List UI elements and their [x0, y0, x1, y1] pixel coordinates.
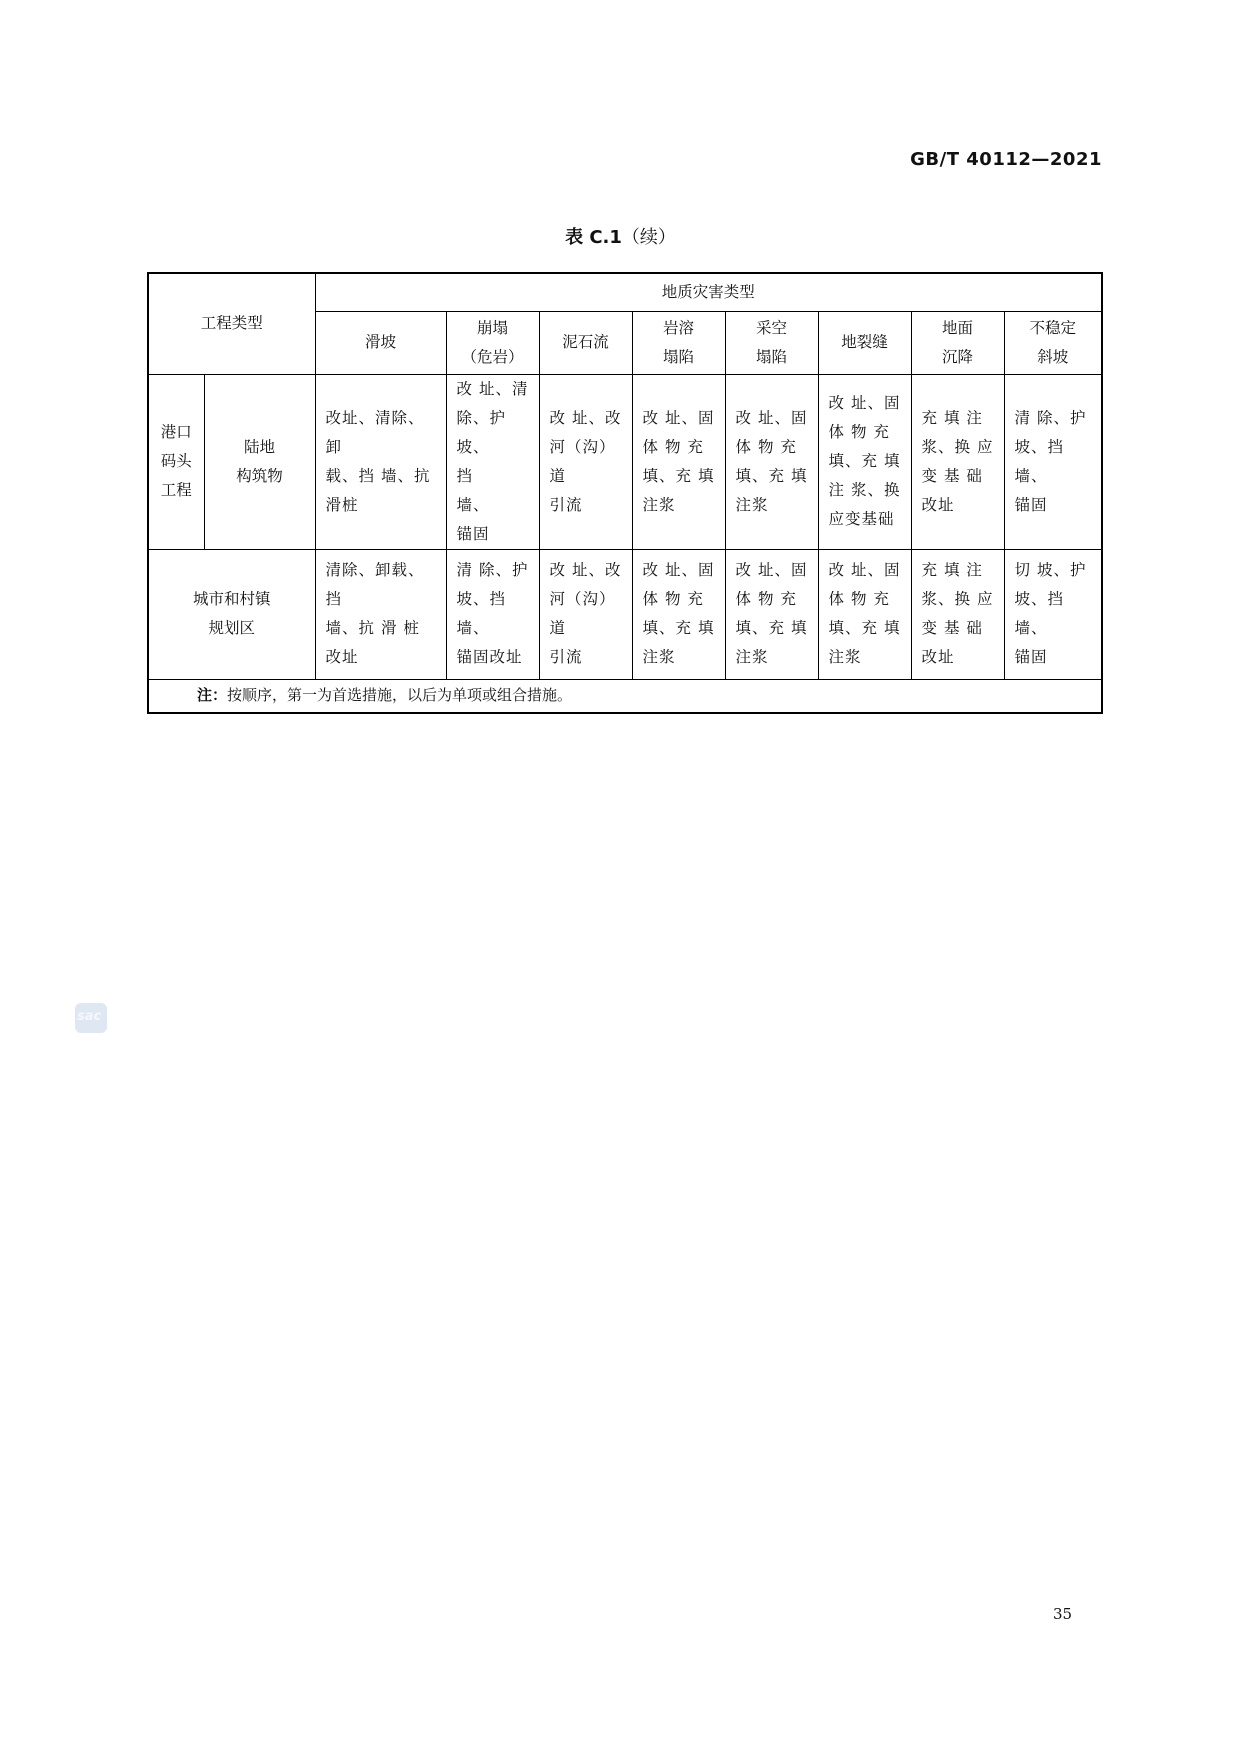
table-title-prefix: 表 C.1 — [565, 227, 622, 248]
table-cell — [1004, 549, 1102, 679]
cell-line: 改 址、固 — [642, 561, 715, 579]
engineering-type-header-label: 工程类型 — [200, 314, 263, 333]
cell-line: 体 物 充 — [642, 437, 704, 456]
hazard-column-header — [539, 311, 632, 374]
table-cell — [446, 374, 539, 549]
cell-line: 清 除、护 — [456, 561, 529, 579]
table-cell — [725, 549, 818, 679]
cell-line: 城市和村镇 — [193, 590, 271, 608]
cell-line: 构筑物 — [236, 466, 283, 485]
cell-line: 注浆 — [642, 495, 676, 514]
cell-line: 应变基础 — [828, 510, 895, 528]
cell-line: 锚固 — [1014, 648, 1048, 666]
hazard-column-header — [1004, 311, 1102, 374]
hazard-column-header — [725, 311, 818, 374]
cell-line: 地面 — [942, 318, 974, 337]
cell-line: 引流 — [549, 495, 583, 514]
cell-line: 切 坡、护 — [1014, 561, 1087, 579]
table-cell — [1004, 374, 1102, 549]
cell-line: 填、充 填 — [642, 466, 715, 485]
cell-line: 墙、抗 滑 桩 — [325, 619, 420, 637]
cell-line: 改址 — [921, 495, 955, 514]
table-row — [148, 374, 1102, 549]
cell-line: 锚固 — [456, 524, 490, 543]
cell-line: 不稳定 — [1029, 318, 1077, 337]
cell-line: 填、充 填 — [828, 452, 901, 470]
cell-line: 填、充 填 — [735, 466, 808, 485]
hazard-column-header — [818, 311, 911, 374]
cell-line: 清除、卸载、挡 — [325, 561, 425, 608]
engineering-type-header — [148, 273, 315, 374]
cell-line: 充 填 注 — [921, 408, 983, 427]
table-note — [148, 679, 1102, 713]
sac-watermark-text: sac — [77, 1009, 102, 1024]
cell-line: 填、充 填 — [642, 619, 715, 637]
cell-line: 改 址、固 — [735, 561, 808, 579]
table-title — [0, 223, 1241, 249]
note-text: 按顺序，第一为首选措施，以后为单项或组合措施。 — [227, 686, 573, 705]
cell-line: 充 填 注 — [921, 561, 983, 579]
hazard-column-header — [632, 311, 725, 374]
cell-line: 改 址、清 — [456, 379, 529, 398]
cell-line: 泥石流 — [562, 333, 609, 351]
cell-line: 浆、换 应 — [921, 437, 994, 456]
cell-line: 注浆 — [828, 648, 862, 666]
cell-line: 崩塌 — [477, 318, 509, 337]
cell-line: 陆地 — [244, 437, 276, 456]
table-cell — [911, 374, 1004, 549]
hazard-column-header — [446, 311, 539, 374]
sac-watermark-logo — [75, 1003, 107, 1033]
cell-line: 改 址、改 — [549, 408, 622, 427]
cell-line: 采空 — [756, 318, 788, 337]
cell-line: 坡、挡 墙、 — [1014, 437, 1065, 485]
hazard-column-header — [315, 311, 446, 374]
cell-line: 坡、挡墙、 — [456, 590, 507, 637]
table-cell — [632, 549, 725, 679]
page-number: 35 — [1053, 1605, 1073, 1623]
cell-line: 改址 — [325, 648, 359, 666]
cell-line: 改 址、固 — [828, 561, 901, 579]
table-cell — [315, 549, 446, 679]
cell-line: 填、充 填 — [828, 619, 901, 637]
table-cell — [911, 549, 1004, 679]
cell-line: 引流 — [549, 648, 583, 666]
cell-line: 体 物 充 — [642, 590, 704, 608]
cell-line: 注浆 — [642, 648, 676, 666]
cell-line: 除、护坡、 — [456, 408, 507, 456]
cell-line: 地裂缝 — [841, 333, 888, 351]
table-cell — [632, 374, 725, 549]
cell-line: 改址 — [921, 648, 955, 666]
table-cell — [446, 549, 539, 679]
table-cell — [725, 374, 818, 549]
note-label: 注： — [197, 686, 228, 705]
table-row — [148, 549, 1102, 679]
cell-line: 载、挡 墙、抗 — [325, 466, 431, 485]
cell-line: 锚固 — [1014, 495, 1048, 514]
cell-line: 岩溶 — [663, 318, 695, 337]
row-subgroup-header — [204, 374, 315, 549]
row-group-header — [148, 374, 204, 549]
cell-line: （危岩） — [461, 347, 524, 366]
cell-line: 河（沟）道 — [549, 590, 616, 637]
cell-line: 体 物 充 — [828, 423, 890, 441]
table-cell — [818, 549, 911, 679]
cell-line: 体 物 充 — [735, 590, 797, 608]
cell-line: 工程 — [160, 481, 192, 499]
cell-line: 注浆 — [735, 648, 769, 666]
cell-line: 填、充 填 — [735, 619, 808, 637]
table-cell — [539, 549, 632, 679]
cell-line: 改 址、改 — [549, 561, 622, 579]
hazard-type-header-label: 地质灾害类型 — [661, 282, 755, 301]
table-title-suffix: （续） — [621, 227, 676, 248]
cell-line: 锚固改址 — [456, 648, 523, 666]
cell-line: 清 除、护 — [1014, 408, 1087, 427]
cell-line: 改 址、固 — [828, 394, 901, 412]
cell-line: 塌陷 — [756, 347, 788, 366]
table-cell — [539, 374, 632, 549]
cell-line: 规划区 — [208, 619, 256, 637]
cell-line: 斜坡 — [1037, 347, 1069, 366]
cell-line: 河（沟）道 — [549, 437, 616, 485]
cell-line: 变 基 础 — [921, 466, 983, 485]
cell-line: 码头 — [160, 452, 192, 470]
cell-line: 改址、清除、卸 — [325, 408, 425, 456]
cell-line: 滑坡 — [365, 333, 397, 351]
table-cell — [818, 374, 911, 549]
cell-line: 体 物 充 — [828, 590, 890, 608]
cell-line: 港口 — [160, 423, 192, 441]
hazard-type-header — [315, 273, 1102, 311]
cell-line: 体 物 充 — [735, 437, 797, 456]
cell-line: 沉降 — [942, 347, 974, 366]
cell-line: 挡 墙、 — [456, 466, 507, 514]
cell-line: 坡、挡 墙、 — [1014, 590, 1065, 637]
cell-line: 注浆 — [735, 495, 769, 514]
row-group-header — [148, 549, 315, 679]
hazard-measures-table — [147, 272, 1103, 714]
cell-line: 改 址、固 — [642, 408, 715, 427]
cell-line: 注 浆、换 — [828, 481, 901, 499]
cell-line: 滑桩 — [325, 495, 359, 514]
standard-code: GB/T 40112—2021 — [910, 149, 1102, 170]
hazard-column-header — [911, 311, 1004, 374]
cell-line: 塌陷 — [663, 347, 695, 366]
cell-line: 变 基 础 — [921, 619, 983, 637]
table-cell — [315, 374, 446, 549]
cell-line: 改 址、固 — [735, 408, 808, 427]
cell-line: 浆、换 应 — [921, 590, 994, 608]
